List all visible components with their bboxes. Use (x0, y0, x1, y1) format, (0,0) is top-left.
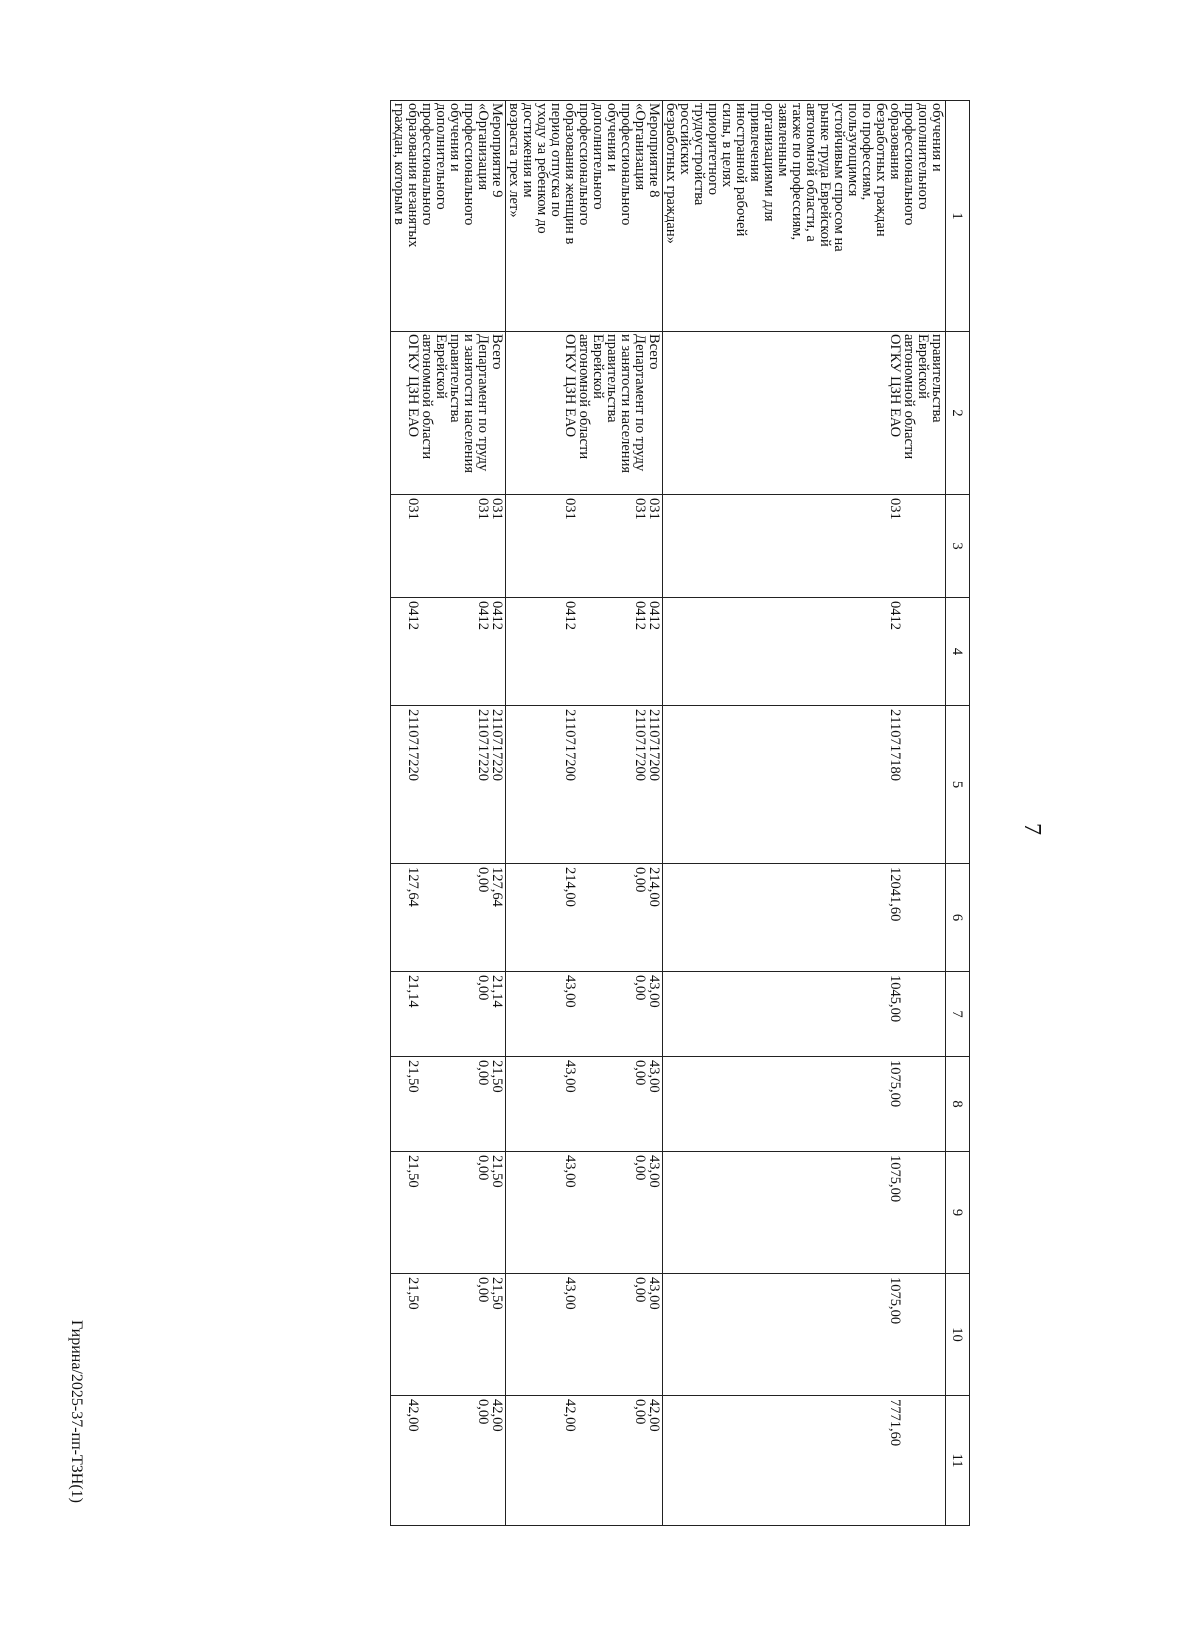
budget-table (390, 100, 970, 1526)
value: 0,00 (632, 1060, 648, 1086)
value: 0,00 (475, 1277, 491, 1303)
value: 0,00 (475, 867, 491, 893)
value: 42,00 (562, 1399, 578, 1432)
activity-name-cell (663, 101, 946, 332)
value-cell-c5 (506, 706, 663, 864)
value-cell-c7 (663, 972, 946, 1057)
table-row (391, 101, 506, 1526)
value-cell-c6 (663, 864, 946, 972)
value: 0412 (489, 601, 505, 630)
header-cell: 11 (946, 1396, 970, 1526)
value: 42,00 (405, 1399, 421, 1432)
value: 43,00 (646, 1060, 662, 1093)
value: 0,00 (632, 1399, 648, 1425)
value-cell-c8 (391, 1057, 506, 1152)
value: 2110717180 (887, 709, 903, 781)
value: 21,50 (405, 1155, 421, 1188)
budget-table-container (390, 100, 970, 1526)
value: 7771,60 (887, 1399, 903, 1447)
value-cell-c9 (663, 1152, 946, 1274)
value: 0,00 (475, 1399, 491, 1425)
value: 031 (405, 498, 421, 520)
value: 214,00 (562, 867, 578, 907)
value-cell-c5 (391, 706, 506, 864)
header-cell: 10 (946, 1274, 970, 1396)
activity-name-cell (506, 101, 663, 332)
value: 031 (887, 498, 903, 520)
header-cell: 3 (946, 495, 970, 598)
value (902, 1060, 944, 1149)
value-cell-c11 (391, 1396, 506, 1526)
value: 43,00 (646, 1155, 662, 1188)
header-cell: 6 (946, 864, 970, 972)
value-cell-c6 (506, 864, 663, 972)
executor-label: ОГКУ ЦЗН ЕАО (562, 334, 578, 438)
value: 0412 (405, 601, 421, 630)
value: 0412 (475, 601, 491, 630)
value: 031 (562, 498, 578, 520)
value: 0,00 (475, 1060, 491, 1086)
value: 42,00 (646, 1399, 662, 1432)
value-cell-c7 (506, 972, 663, 1057)
value: 1075,00 (887, 1060, 903, 1108)
value-cell-c8 (663, 1057, 946, 1152)
value: 2110717200 (632, 709, 648, 781)
value: 43,00 (562, 1277, 578, 1310)
value: 21,50 (489, 1060, 505, 1093)
value: 2110717220 (475, 709, 491, 781)
value-cell-c4 (391, 598, 506, 706)
activity-name: обучения и дополнительного профессионального образования безработных граждан по профессиям, пользующимся устойчивым спросом на рынке труда Еврейской автономной области, а также по профессиям, заявленным организациями для привлечения иностранной рабочей силы, в целях приоритетного трудоустройства российских безработных граждан» (663, 103, 945, 252)
value: 1075,00 (887, 1277, 903, 1325)
value: 2110717200 (646, 709, 662, 781)
document-reference: Гирина/2025-37-пп-ТЗН(1) (68, 1320, 85, 1503)
value: 2110717200 (562, 709, 578, 781)
executor-label: Департамент по труду и занятости населения правительства Еврейской автономной области (419, 334, 491, 473)
value: 031 (489, 498, 505, 520)
activity-name: Мероприятие 9 «Организация профессионального обучения и дополнительного профессионального образования незанятых граждан, которым в (391, 103, 505, 248)
header-row (946, 101, 970, 1526)
executor-label: Всего (646, 334, 662, 370)
value: 0,00 (632, 1277, 648, 1303)
header-cell: 8 (946, 1057, 970, 1152)
value: 0412 (887, 601, 903, 630)
executor-label: ОГКУ ЦЗН ЕАО (405, 334, 421, 438)
value: 21,50 (405, 1060, 421, 1093)
value: 1045,00 (887, 975, 903, 1023)
value (902, 975, 944, 1054)
value: 031 (646, 498, 662, 520)
value-cell-c10 (506, 1274, 663, 1396)
value-cell-c3 (391, 495, 506, 598)
value: 0412 (562, 601, 578, 630)
executor-cell (506, 332, 663, 495)
header-cell: 9 (946, 1152, 970, 1274)
value: 1075,00 (887, 1155, 903, 1203)
value: 21,50 (489, 1155, 505, 1188)
value-cell-c3 (506, 495, 663, 598)
value: 21,50 (405, 1277, 421, 1310)
value: 0,00 (475, 1155, 491, 1181)
value-cell-c6 (391, 864, 506, 972)
activity-name-cell (391, 101, 506, 332)
value: 0,00 (632, 867, 648, 893)
value-cell-c10 (663, 1274, 946, 1396)
header-cell: 1 (946, 101, 970, 332)
value (902, 1155, 944, 1271)
activity-name: Мероприятие 8 «Организация профессионального обучения и дополнительного профессионального образования женщин в период отпуска по уходу за ребенком до достижения им возраста трех лет» (506, 103, 662, 245)
executor-label: ОГКУ ЦЗН ЕАО (887, 334, 903, 438)
value-cell-c10 (391, 1274, 506, 1396)
value (902, 498, 944, 595)
value: 43,00 (562, 1060, 578, 1093)
value (902, 1399, 944, 1523)
table-row (506, 101, 663, 1526)
header-cell: 4 (946, 598, 970, 706)
value-cell-c9 (506, 1152, 663, 1274)
value: 0412 (646, 601, 662, 630)
executor-label: правительства Еврейской автономной области (901, 334, 945, 460)
value: 21,14 (489, 975, 505, 1008)
value: 127,64 (489, 867, 505, 907)
value-cell-c11 (506, 1396, 663, 1526)
value-cell-c8 (506, 1057, 663, 1152)
value: 2110717220 (405, 709, 421, 781)
value: 2110717220 (489, 709, 505, 781)
header-cell: 2 (946, 332, 970, 495)
value-cell-c7 (391, 972, 506, 1057)
value-cell-c4 (663, 598, 946, 706)
value-cell-c9 (391, 1152, 506, 1274)
value-cell-c5 (663, 706, 946, 864)
value: 127,64 (405, 867, 421, 907)
executor-cell (663, 332, 946, 495)
value: 43,00 (646, 975, 662, 1008)
value (902, 1277, 944, 1393)
value: 0,00 (632, 1155, 648, 1181)
page-number: 7 (1019, 823, 1045, 835)
table-row (663, 101, 946, 1526)
executor-label: Всего (489, 334, 505, 370)
value: 031 (475, 498, 491, 520)
value: 43,00 (562, 1155, 578, 1188)
value: 12041,60 (887, 867, 903, 922)
value: 0412 (632, 601, 648, 630)
value-cell-c3 (663, 495, 946, 598)
header-cell: 7 (946, 972, 970, 1057)
value: 21,50 (489, 1277, 505, 1310)
value (902, 601, 944, 703)
value: 42,00 (489, 1399, 505, 1432)
header-cell: 5 (946, 706, 970, 864)
value: 43,00 (646, 1277, 662, 1310)
value: 214,00 (646, 867, 662, 907)
value: 031 (632, 498, 648, 520)
value: 43,00 (562, 975, 578, 1008)
value-cell-c11 (663, 1396, 946, 1526)
value: 0,00 (475, 975, 491, 1001)
value-cell-c4 (506, 598, 663, 706)
executor-label: Департамент по труду и занятости населения правительства Еврейской автономной области (576, 334, 648, 473)
value: 21,14 (405, 975, 421, 1008)
value (902, 867, 944, 969)
table-body (391, 101, 970, 1526)
value: 0,00 (632, 975, 648, 1001)
value (902, 709, 944, 861)
executor-cell (391, 332, 506, 495)
